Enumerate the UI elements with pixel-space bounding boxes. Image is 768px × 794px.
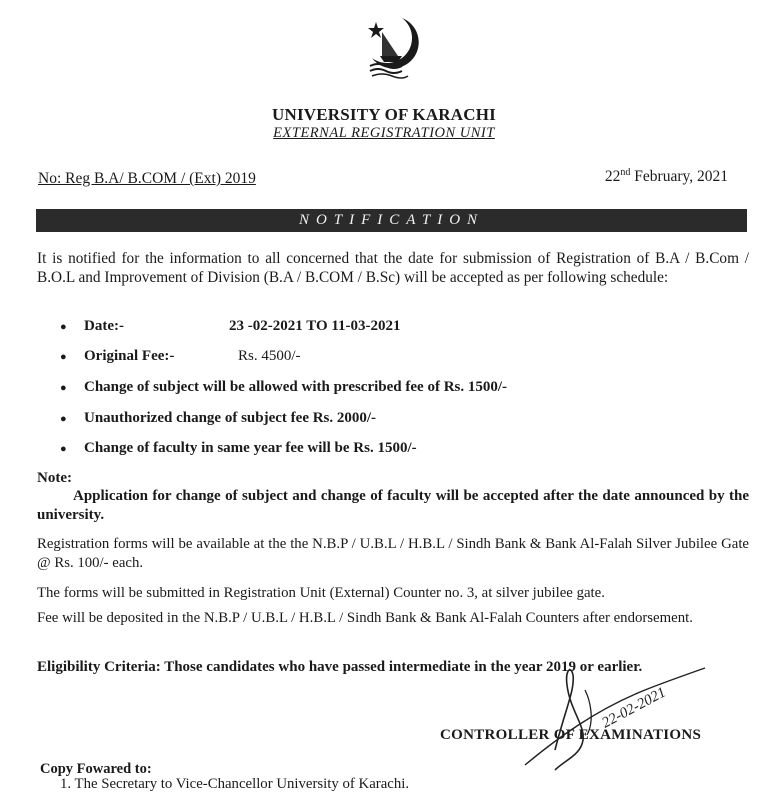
note-body: Application for change of subject and change of faculty will be accepted after the date announced by the university. — [37, 488, 749, 523]
date-day: 22 — [604, 168, 621, 186]
fee-deposit: Fee will be deposited in the N.B.P / U.B.L / H.B.L / Sindh Bank & Bank Al-Falah Counters after endorsement. — [37, 610, 693, 626]
unit-subtitle: EXTERNAL REGISTRATION UNIT — [273, 125, 495, 141]
schedule-date-value: 23 -02-2021 TO 11-03-2021 — [229, 318, 401, 334]
schedule-item-4-text: Unauthorized change of subject fee Rs. 2000/- — [84, 410, 377, 426]
forms-availability: Registration forms will be available at the the N.B.P / U.B.L / H.B.L / Sindh Bank & Bank Al-Falah Silver Jubilee Gate @ Rs. 100/- each. — [37, 536, 749, 571]
schedule-item-3-text: Change of subject will be allowed with prescribed fee of Rs. 1500/- — [84, 379, 508, 395]
bullet-icon: ● — [60, 412, 67, 425]
note-heading: Note: — [37, 470, 72, 486]
notice-date — [605, 167, 728, 186]
handwritten-date: 22-02-2021 — [599, 684, 669, 732]
schedule-date-label: Date:- — [84, 318, 124, 334]
bullet-icon: ● — [60, 381, 67, 394]
copy-forwarded-heading: Copy Fowared to: — [40, 761, 152, 777]
notification-banner: NOTIFICATION — [36, 209, 747, 232]
university-title: UNIVERSITY OF KARACHI — [272, 105, 496, 124]
schedule-fee-value: Rs. 4500/- — [238, 348, 301, 364]
date-rest: February, 2021 — [630, 168, 728, 186]
copy-item-1: 1. The Secretary to Vice-Chancellor University of Karachi. — [60, 776, 410, 792]
reference-number: No: Reg B.A/ B.COM / (Ext) 2019 — [38, 170, 256, 187]
schedule-item-fee — [60, 348, 174, 365]
schedule-fee-label: Original Fee:- — [84, 348, 175, 364]
date-suffix: nd — [620, 167, 631, 178]
schedule-item-date — [60, 318, 124, 335]
university-crest-icon — [358, 12, 420, 82]
bullet-icon: ● — [60, 320, 67, 333]
schedule-item-5 — [60, 440, 417, 457]
signature-icon — [495, 630, 725, 780]
schedule-item-5-text: Change of faculty in same year fee will be Rs. 1500/- — [84, 440, 417, 456]
signatory-title: CONTROLLER OF EXAMINATIONS — [440, 727, 702, 743]
forms-submission: The forms will be submitted in Registration Unit (External) Counter no. 3, at silver jubilee gate. — [37, 585, 605, 601]
bullet-icon: ● — [60, 442, 67, 455]
bullet-icon: ● — [60, 350, 67, 363]
schedule-item-4 — [60, 410, 376, 427]
schedule-item-3 — [60, 379, 507, 396]
intro-paragraph: It is notified for the information to all concerned that the date for submission of Registration of B.A / B.Com / B.O.L and Improvement of Division (B.A / B.COM / B.Sc) will be accepted as per following schedule: — [37, 250, 749, 286]
eligibility-criteria: Eligibility Criteria: Those candidates who have passed intermediate in the year 2019 or earlier. — [37, 659, 643, 675]
